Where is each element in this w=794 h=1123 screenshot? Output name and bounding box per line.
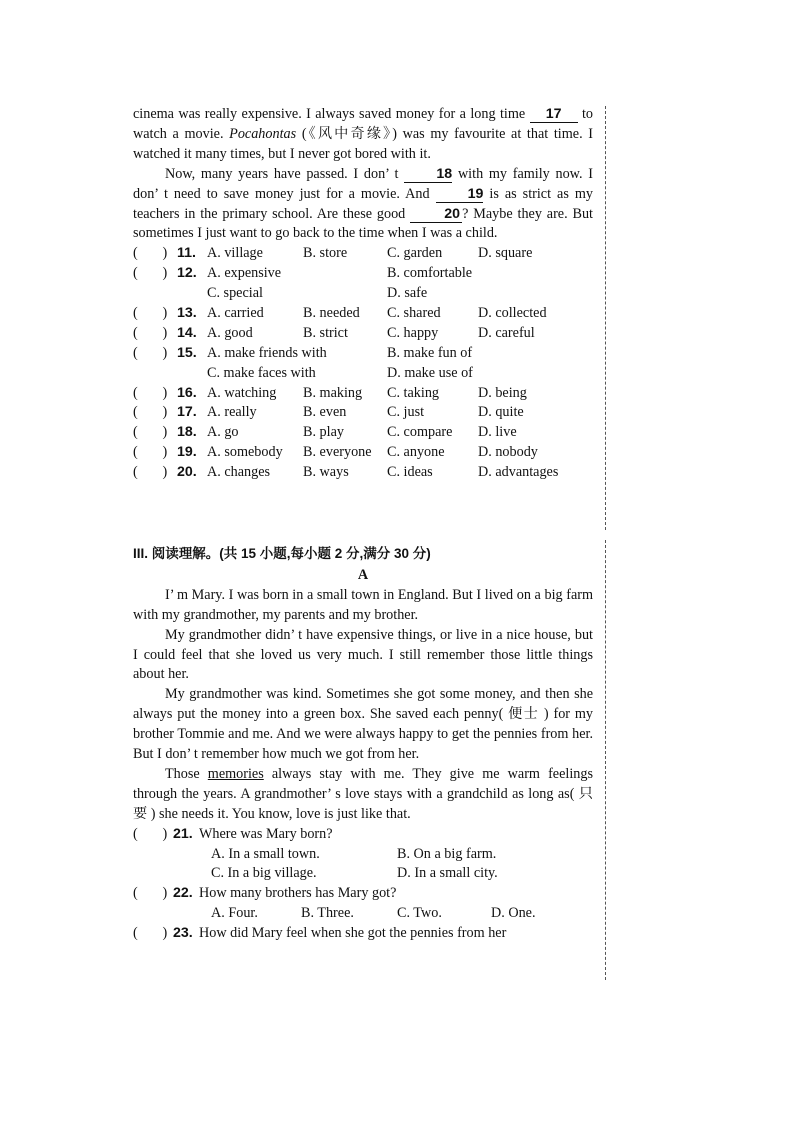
option-row[interactable]: C. make faces with D. make use of xyxy=(207,364,473,381)
reading-paragraph-4: Those memories always stay with me. They give me warm feelings through the years. A grandmother’ s love stays with a grandchild as long as( 只要 ) she needs it. You know, love is just like that. xyxy=(133,765,593,822)
cloze-paragraph-1: cinema was really expensive. I always saved money for a long time 17 to watch a movie. Pocahontas (《风中奇缘》) was my favourite at that time. I watched it many times, but I never got bored with it. xyxy=(133,106,594,162)
blank-20[interactable]: 20 xyxy=(410,207,462,223)
option-row[interactable]: ( ) 17. A. really B. even C. just D. quite xyxy=(133,404,524,421)
question-21[interactable]: ( ) 21. Where was Mary born? xyxy=(133,825,333,842)
option-row[interactable]: ( ) 20. A. changes B. ways C. ideas D. advantages xyxy=(133,464,559,481)
reading-section xyxy=(133,544,593,944)
option-row[interactable]: ( ) 12. A. expensive B. comfortable xyxy=(133,265,473,282)
question-21-options[interactable]: A. In a small town. B. On a big farm. xyxy=(211,845,497,862)
cloze-paragraph-2: Now, many years have passed. I don’ t 18 with my family now. I don’ t need to save money just for a movie. And 19 is as strict as my teachers in the primary school. Are these good 20 ? Maybe they are. But sometimes I just want to go back to the time when I was a child. xyxy=(133,165,593,242)
question-22[interactable]: ( ) 22. How many brothers has Mary got? xyxy=(133,885,397,902)
blank-19[interactable]: 19 xyxy=(436,187,484,203)
option-row[interactable]: ( ) 19. A. somebody B. everyone C. anyone D. nobody xyxy=(133,444,538,461)
question-22-options[interactable]: A. Four. B. Three. C. Two. D. One. xyxy=(211,905,536,922)
reading-paragraph-1: I’ m Mary. I was born in a small town in England. But I lived on a big farm with my grandmother, my parents and my brother. xyxy=(133,586,593,623)
question-23[interactable]: ( ) 23. How did Mary feel when she got the pennies from her xyxy=(133,925,507,942)
underlined-word: memories xyxy=(207,765,264,782)
option-row[interactable]: ( ) 14. A. good B. strict C. happy D. careful xyxy=(133,324,535,341)
question-21-options[interactable]: C. In a big village. D. In a small city. xyxy=(211,865,498,882)
dashed-margin-line xyxy=(605,540,606,980)
passage-label: A xyxy=(357,566,369,583)
blank-18[interactable]: 18 xyxy=(404,167,452,183)
option-row[interactable]: ( ) 15. A. make friends with B. make fun of xyxy=(133,344,473,361)
reading-paragraph-3: My grandmother was kind. Sometimes she got some money, and then she always put the money into a green box. She saved each penny( 便士 ) for my brother Tommie and me. And we were always happy to get the pennies from her. But I don’ t remember how much we got from her. xyxy=(133,686,593,763)
cloze-options xyxy=(133,244,593,483)
option-row[interactable]: ( ) 13. A. carried B. needed C. shared D. collected xyxy=(133,305,547,322)
option-row[interactable]: C. special D. safe xyxy=(207,285,428,302)
option-row[interactable]: ( ) 18. A. go B. play C. compare D. live xyxy=(133,424,517,441)
section-title: III. 阅读理解。(共 15 小题,每小题 2 分,满分 30 分) xyxy=(133,546,431,561)
option-row[interactable]: ( ) 16. A. watching B. making C. taking D. being xyxy=(133,384,527,401)
option-row[interactable]: ( ) 11. A. village B. store C. garden D. square xyxy=(133,245,533,262)
reading-paragraph-2: My grandmother didn’ t have expensive things, or live in a nice house, but I could feel that she loved us very much. I still remember those little things about her. xyxy=(133,626,593,683)
blank-17[interactable]: 17 xyxy=(530,107,578,123)
dashed-margin-line xyxy=(605,106,606,530)
cloze-section xyxy=(133,105,593,483)
